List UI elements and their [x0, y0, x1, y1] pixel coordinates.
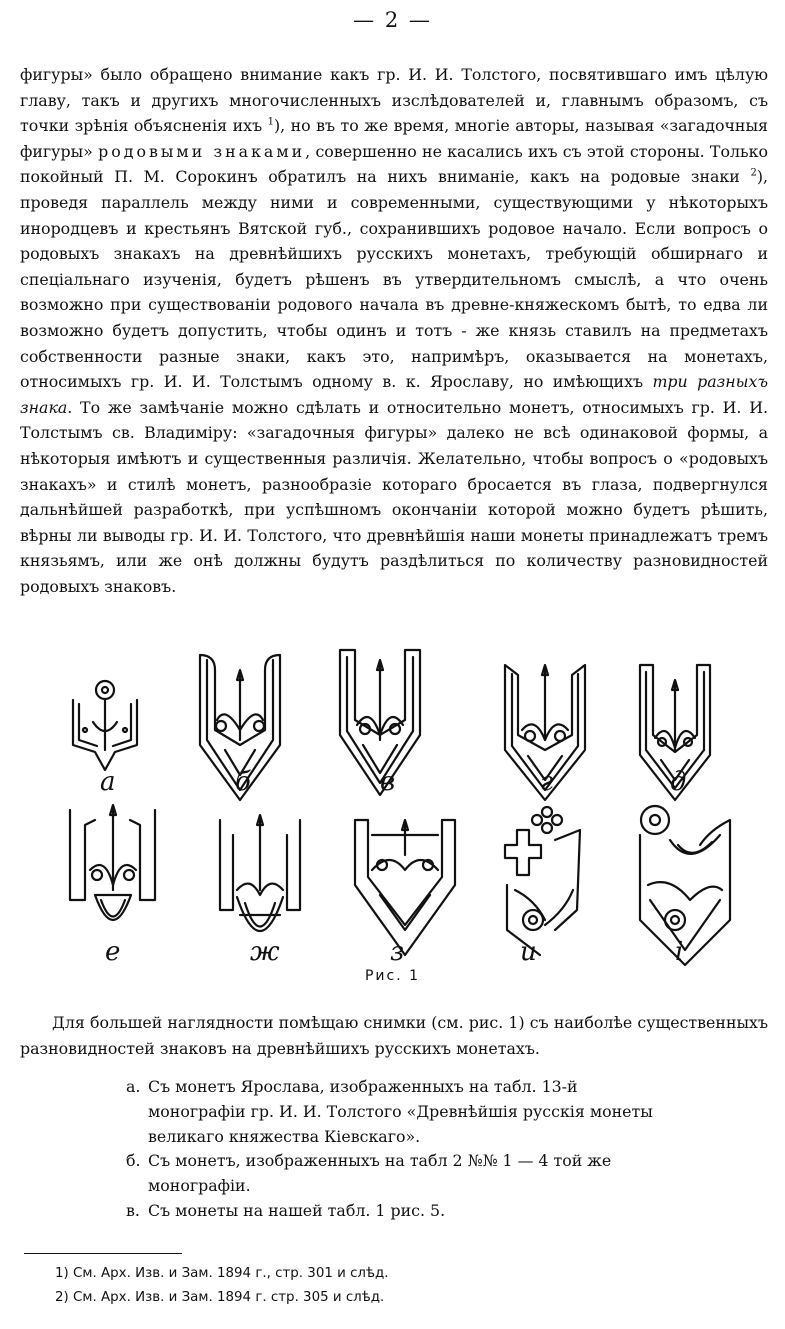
- list-item: [126, 1199, 666, 1224]
- para1-text-1: фигуры» было обращено внимание какъ гр. И. И. Толстого, посвятившаго имъ цѣлую главу, такъ и другихъ многочисленныхъ изслѣдователей и, главнымъ образомъ, съ точки зрѣнія объясненія ихъ: [20, 65, 768, 136]
- page-number: — 2 —: [353, 8, 432, 32]
- footnote-1: [55, 1262, 615, 1286]
- para1-italic-text: три разныхъ знака: [20, 372, 768, 417]
- fig-label-a: а: [100, 767, 116, 797]
- footnote-text: См. Арх. Изв. и Зам. 1894 г., стр. 301 и слѣд.: [73, 1266, 389, 1281]
- fig-label-i-dec: і: [675, 937, 684, 967]
- source-list: [126, 1075, 666, 1224]
- figure-caption: Рис. 1: [364, 968, 421, 984]
- footnotes: [55, 1262, 615, 1310]
- list-text: Съ монетъ Ярослава, изображенныхъ на табл. 13-й монографіи гр. И. И. Толстого «Древнѣйшія русскія монеты великаго княжества Кіевскаго».: [148, 1077, 653, 1146]
- list-marker: б.: [126, 1151, 141, 1171]
- trident-sign-i-dec: [640, 806, 730, 965]
- fig-label-b: б: [235, 767, 251, 797]
- list-marker: в.: [126, 1200, 140, 1220]
- fig-label-i: и: [520, 937, 537, 967]
- para1-text-4: ), проведя параллель между ними и современными, существующими у нѣкоторыхъ инородцевъ и крестьянъ Вятской губ., сохранившихъ родовое начало. Если вопросъ о родовыхъ знакахъ на древнѣйшихъ русскихъ монетахъ, требующій обширнаго и спеціальнаго изученія, будетъ рѣшенъ въ утвердительномъ смыслѣ, а что очень возможно при существованіи родового начала въ древне-княжескомъ бытѣ, то едва ли возможно будетъ допустить, чтобы одинъ и тотъ - же князь ставилъ на предметахъ собственности разные знаки, какъ это, напримѣръ, оказывается на монетахъ, относимыхъ гр. И. И. Толстымъ одному в. к. Ярославу, но имѣющихъ: [20, 167, 768, 392]
- figure-1-trident-signs: [40, 640, 745, 970]
- fig-label-v: в: [380, 767, 396, 797]
- footnote-text: См. Арх. Изв. и Зам. 1894 г. стр. 305 и слѣд.: [73, 1290, 385, 1305]
- footnote-marker: 1): [55, 1266, 69, 1281]
- list-text: Съ монетъ, изображенныхъ на табл 2 №№ 1 — 4 той же монографіи.: [148, 1151, 612, 1196]
- list-marker: а.: [126, 1077, 141, 1096]
- list-text: Съ монеты на нашей табл. 1 рис. 5.: [148, 1200, 446, 1220]
- paragraph-1: [20, 62, 768, 599]
- footnote-ref-2: 2: [750, 168, 757, 180]
- list-item: [126, 1149, 666, 1199]
- fig-label-d: д: [670, 767, 687, 797]
- fig-label-z: з: [390, 937, 405, 967]
- footnote-divider: [24, 1253, 182, 1254]
- para1-spaced-text: родовыми знаками: [98, 141, 306, 161]
- para1-text-2: ), но въ то же время, многіе авторы, называя «загадочныя фигуры»: [20, 116, 768, 161]
- trident-sign-a: [73, 681, 137, 770]
- para1-text-3: , совершенно не касались ихъ съ этой стороны. Только покойный П. М. Сорокинъ обратилъ на нихъ вниманіе, какъ на родовые знаки: [20, 141, 768, 187]
- list-item: [126, 1075, 666, 1149]
- trident-sign-z: [355, 820, 455, 955]
- paragraph-2-text: Для большей наглядности помѣщаю снимки (см. рис. 1) съ наиболѣе существенныхъ разновидностей знаковъ на древнѣйшихъ русскихъ монетахъ.: [20, 1013, 768, 1058]
- trident-signs-illustration: [40, 640, 745, 970]
- footnote-marker: 2): [55, 1290, 69, 1305]
- fig-label-g: г: [540, 767, 554, 797]
- fig-label-zh: ж: [250, 937, 280, 967]
- fig-label-e: е: [105, 937, 121, 967]
- para1-text-5: . То же замѣчаніе можно сдѣлать и относительно монетъ, относимыхъ гр. И. И. Толстымъ св. Владиміру: «загадочныя фигуры» далеко не всѣ одинаковой формы, а нѣкоторыя имѣютъ и существенныя различія. Желательно, чтобы вопросъ о «родовыхъ знакахъ» и стилѣ монетъ, разнообразіе котораго бросается въ глаза, подвергнулся дальнѣйшей разработкѣ, при успѣшномъ окончаніи которой можно будетъ рѣшить, вѣрны ли выводы гр. И. И. Толстого, что древнѣйшія наши монеты принадлежатъ тремъ князьямъ, или же онѣ должны будутъ раздѣлиться по количеству разновидностей родовыхъ знаковъ.: [20, 397, 768, 596]
- trident-sign-zh: [220, 815, 300, 931]
- trident-sign-i: [505, 807, 580, 955]
- footnote-2: [55, 1286, 615, 1310]
- paragraph-2: [20, 1010, 768, 1061]
- footnote-ref-1: 1: [267, 116, 274, 128]
- trident-sign-e: [70, 805, 155, 920]
